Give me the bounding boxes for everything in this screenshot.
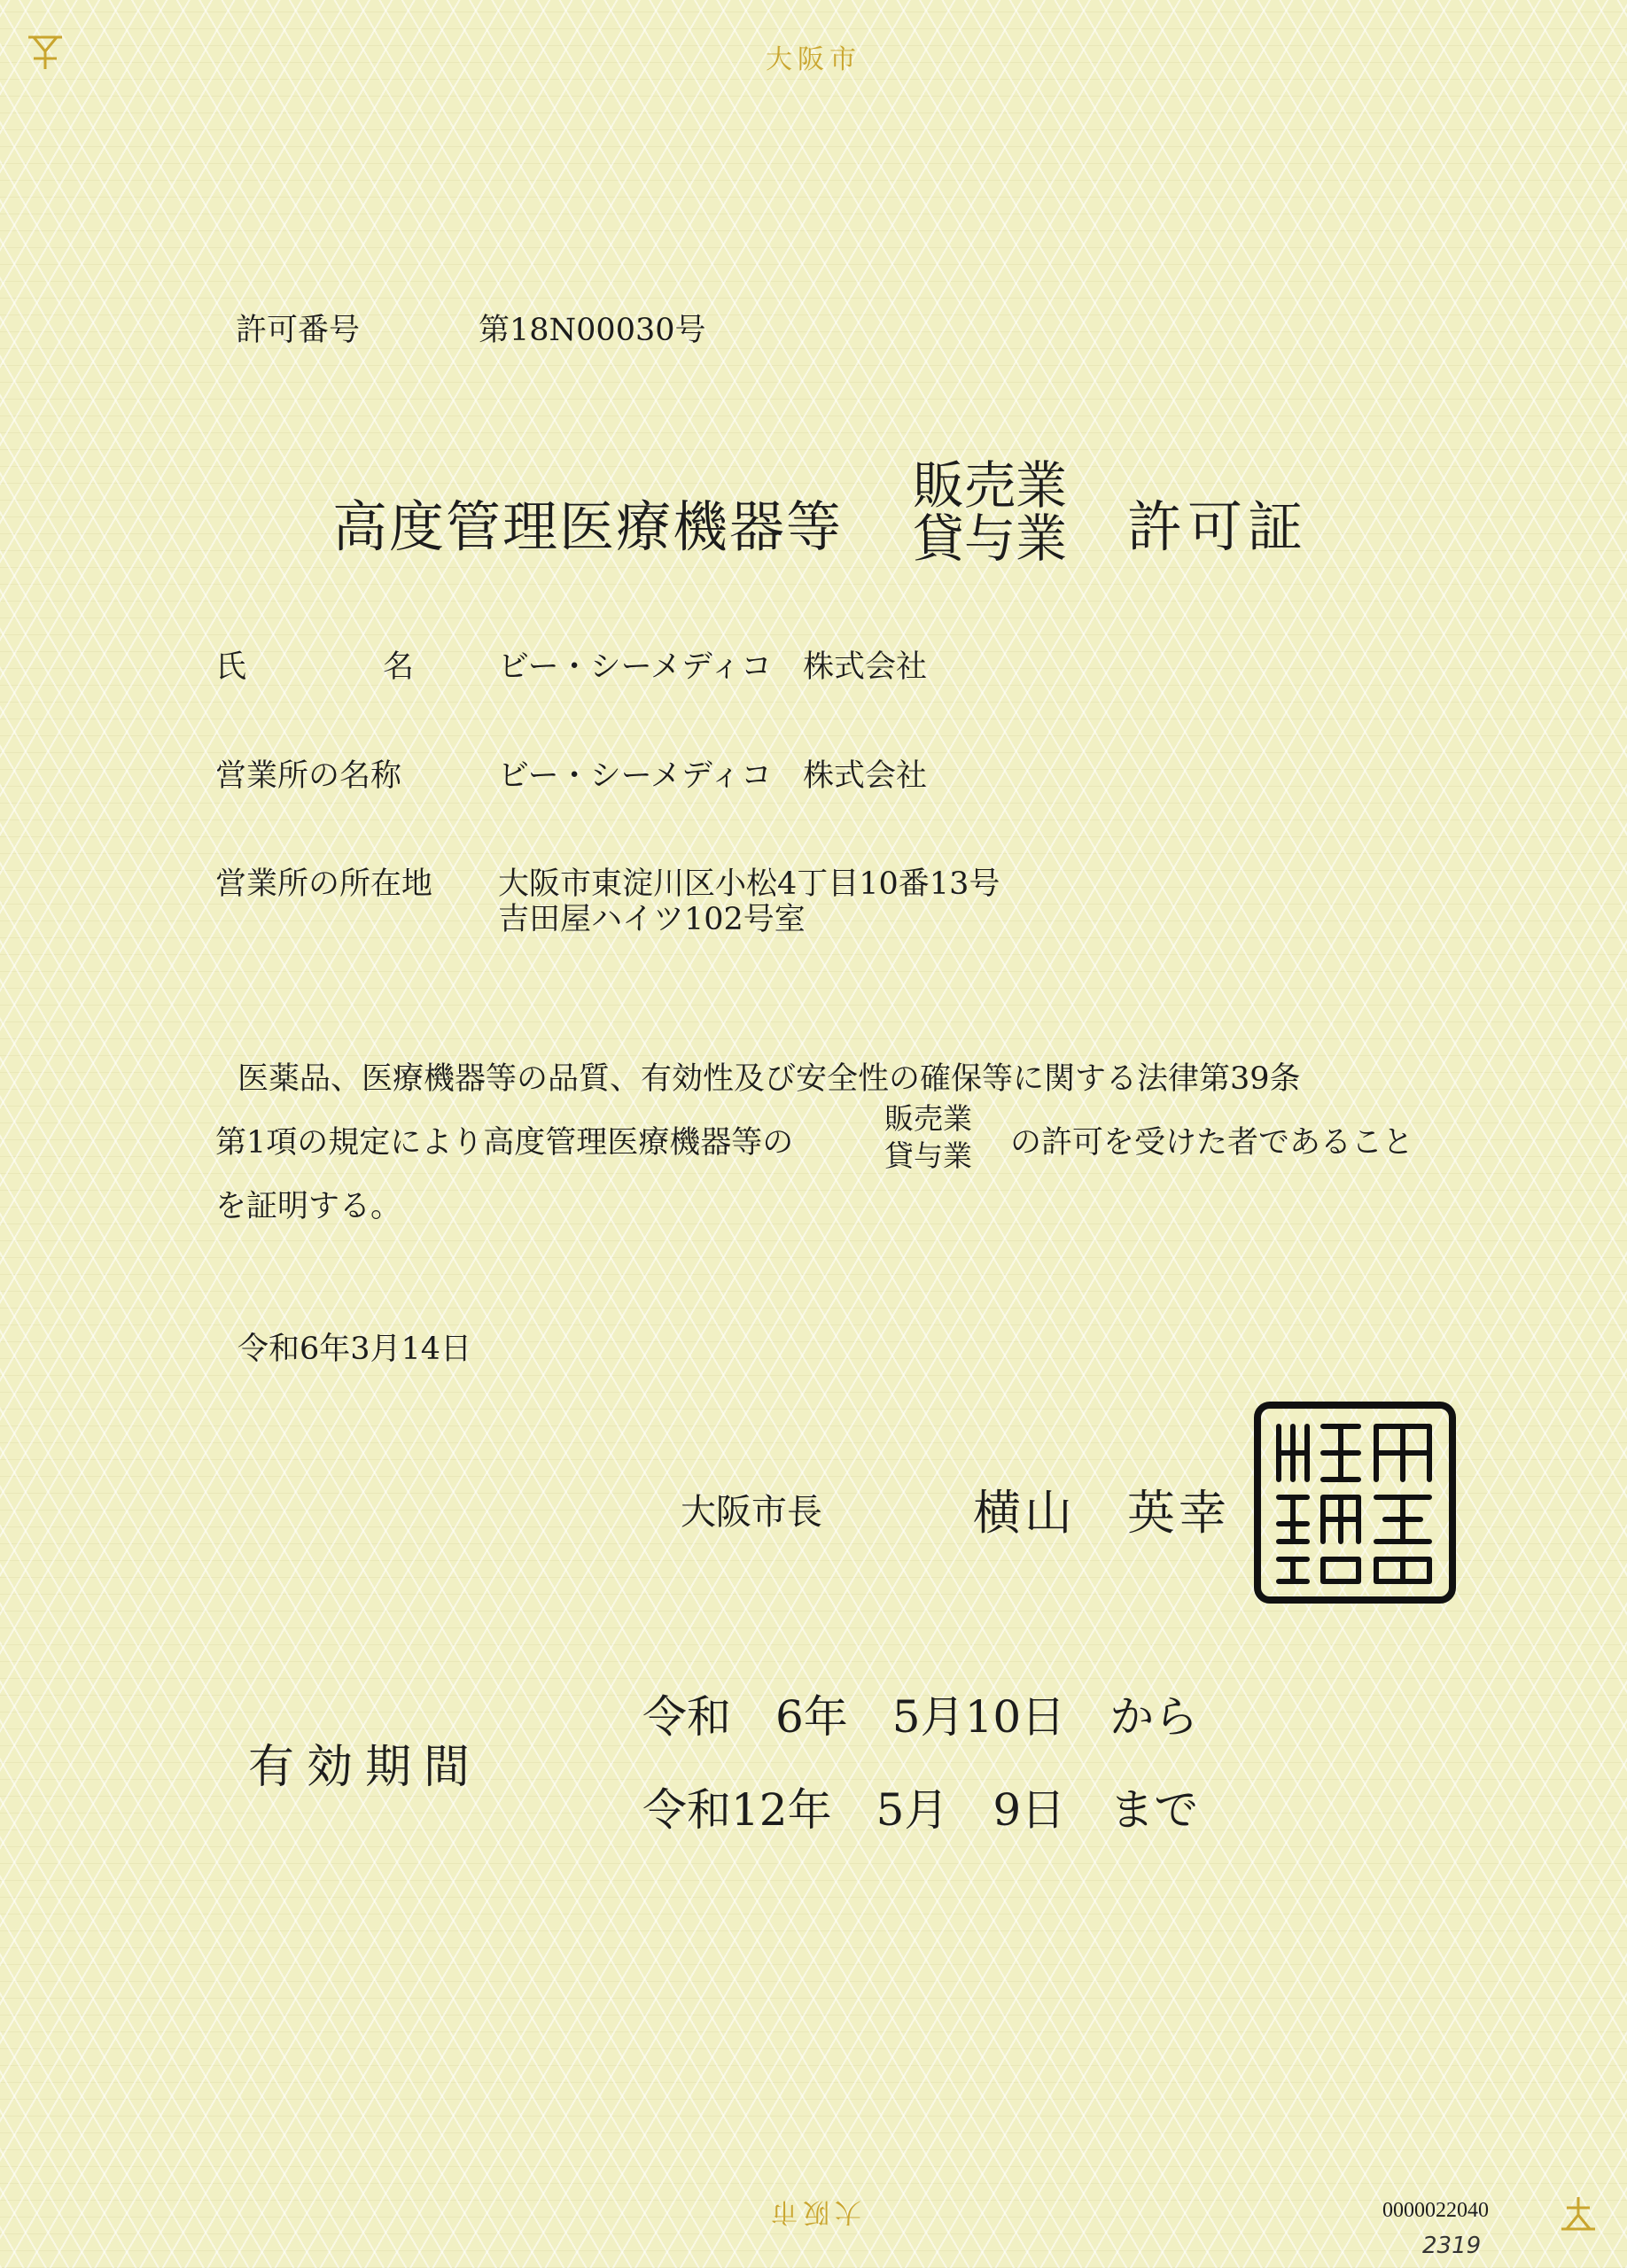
name-value: ビー・シーメディコ 株式会社 [498,649,928,685]
name-label-2: 名 [383,649,415,685]
title-main: 高度管理医療機器等 [332,494,844,559]
permit-number-value: 第18N00030号 [479,313,706,348]
office-name-value: ビー・シーメディコ 株式会社 [498,758,928,794]
statement-line2-suffix: の許可を受けた者であること [1010,1125,1414,1161]
signatory-name: 横山 英幸 [973,1485,1230,1541]
issue-date: 令和6年3月14日 [237,1332,472,1367]
title-business-types [913,455,1068,569]
name-label-1: 氏 [215,649,247,685]
handwritten-note: 2319 [1422,2233,1482,2259]
statement-line1: 医薬品、医療機器等の品質、有効性及び安全性の確保等に関する法律第39条 [237,1061,1301,1097]
validity-from: 令和 6年 5月10日 から [642,1691,1199,1743]
office-address-label: 営業所の所在地 [215,866,433,902]
title-suffix: 許可証 [1127,494,1309,559]
statement-business-sales: 販売業 [884,1101,972,1136]
validity-label: 有効期間 [248,1741,483,1794]
statement-line3: を証明する。 [215,1189,402,1224]
office-address-line1: 大阪市東淀川区小松4丁目10番13号 [498,866,1000,902]
title-business-sales: 販売業 [913,455,1068,516]
validity-to: 令和12年 5月 9日 まで [642,1784,1199,1836]
signatory-title: 大阪市長 [681,1492,822,1533]
statement-business-types [884,1100,972,1175]
permit-number-label: 許可番号 [236,313,361,348]
office-name-label: 営業所の名称 [215,758,402,794]
statement-business-lease: 貸与業 [884,1138,972,1173]
watermark-city-bottom: 大阪市 [766,2196,861,2227]
statement-line2-prefix: 第1項の規定により高度管理医療機器等の [215,1125,794,1161]
serial-number: 0000022040 [1382,2199,1489,2222]
watermark-city-top: 大阪市 [766,44,861,75]
office-address-line2: 吉田屋ハイツ102号室 [498,902,806,937]
official-seal [1252,1400,1458,1605]
title-business-lease: 貸与業 [913,509,1068,569]
